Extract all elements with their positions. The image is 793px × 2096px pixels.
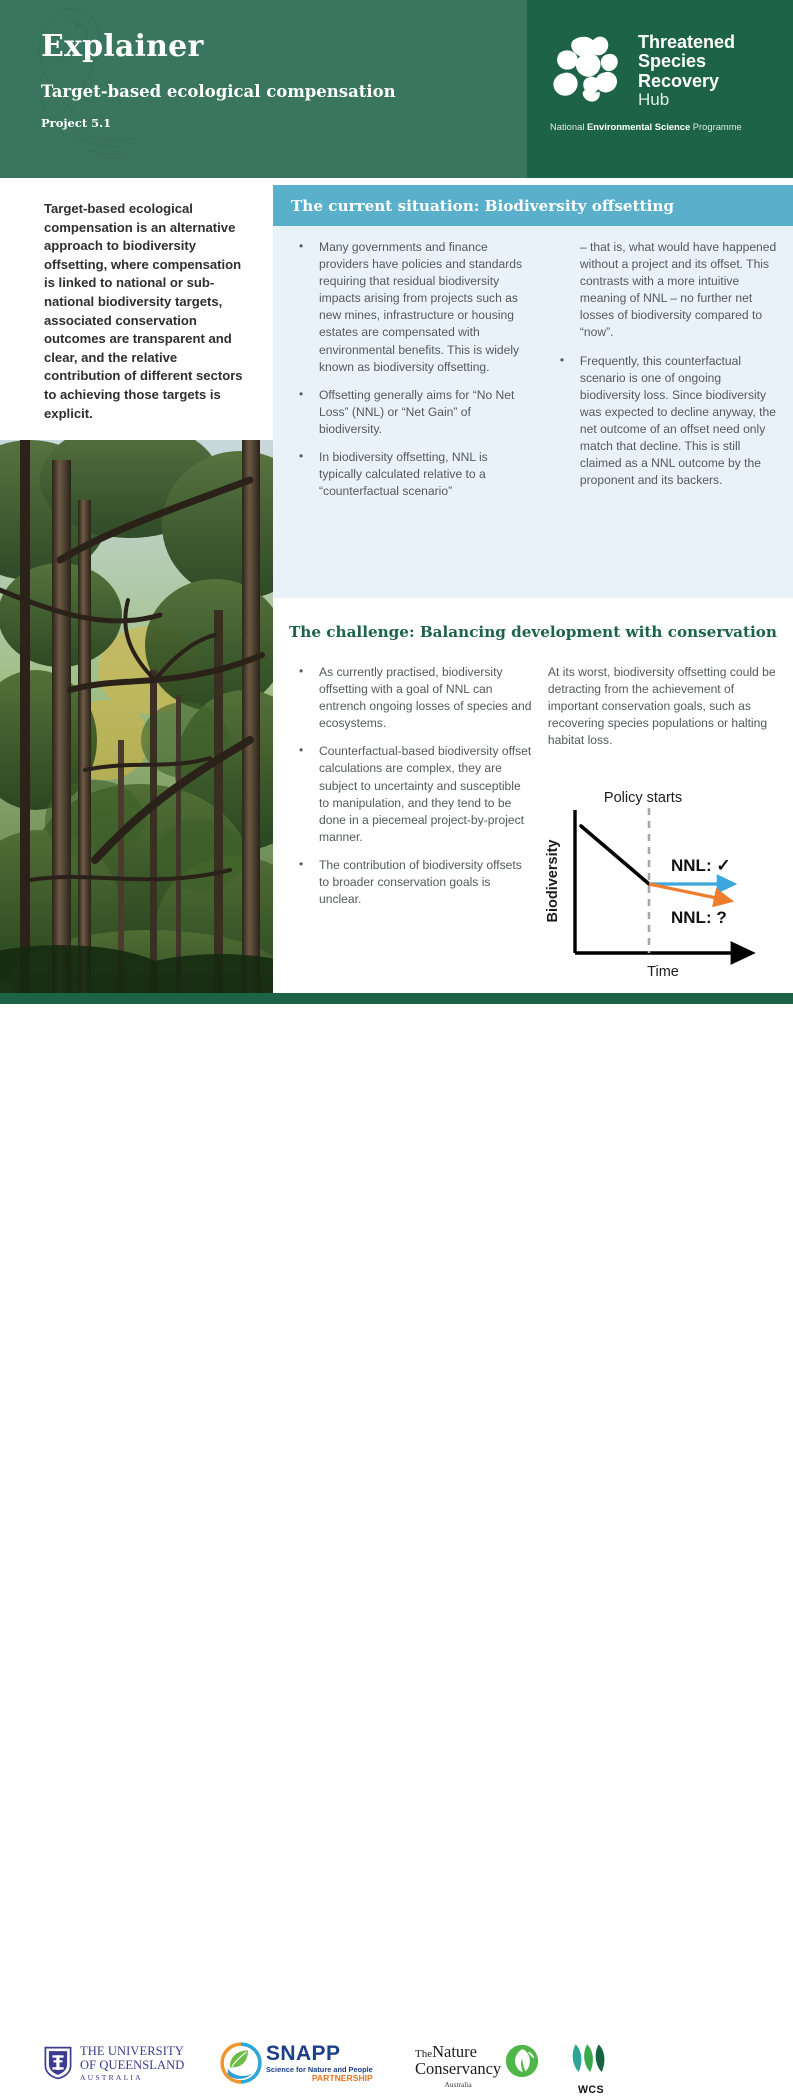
forest-photo [0,440,273,993]
wcs-leaves-icon [568,2042,614,2076]
header-left-panel [0,0,527,178]
chart-series-nnl-question [649,884,731,901]
list-item: • Many governments and finance providers have policies and standards requiring that residual biodiversity impacts arising from projects such as new mines, infrastructure or housing estates are compensated with environmental benefits. This is widely known as biodiversity offsetting. [285,239,532,376]
logo-wcs [562,2042,620,2096]
uq-line-1: THE UNIVERSITY [80,2044,184,2058]
current-situation-right-list [546,239,779,489]
header-right-panel [527,0,793,178]
current-situation-header [273,185,793,226]
uq-shield-icon [44,2046,72,2080]
forest-photo-graphic [0,440,273,993]
footer [0,1004,793,2096]
snapp-wordmark [266,2043,373,2083]
nesp-programme-line [550,121,742,132]
page-header [0,0,793,178]
uq-line-2: OF QUEENSLAND [80,2058,185,2072]
snapp-line-1: SNAPP [266,2042,341,2065]
biodiversity-chart-svg [531,788,776,983]
page-subtitle: Target-based ecological compensation [41,82,396,101]
chart-annotation-nnl-check: NNL: ✓ [671,856,731,875]
snapp-leaf-hand-icon [220,2042,262,2084]
footer-divider-band [0,993,793,1004]
uq-wordmark [80,2044,184,2083]
challenge-right-paragraph: At its worst, biodiversity offsetting could be detracting from the achievement of important conservation goals, such as recovering species populations or halting habitat loss. [547,665,776,748]
tnc-oak-leaf-icon [505,2044,539,2078]
logo-word-species: Species [638,51,707,72]
current-situation-left-list [285,239,532,500]
logo-word-threatened: Threatened [638,32,736,52]
list-item: • As currently practised, biodiversity offsetting with a goal of NNL can entrench ongoing losses of species and ecosystems. [285,664,532,732]
snapp-line-3: PARTNERSHIP [311,2073,373,2084]
biodiversity-chart [531,788,776,983]
tsr-hub-logo [549,33,735,110]
logo-university-of-queensland [44,2044,184,2083]
australia-map-icon [549,33,627,103]
chart-title: Policy starts [603,790,683,806]
snapp-line-2: Science for Nature and People [266,2065,373,2074]
chart-series-historical-decline [581,826,649,884]
current-situation-columns [273,226,793,511]
project-label: Project 5.1 [41,115,112,130]
logo-word-hub: Hub [638,90,670,110]
list-item: • In biodiversity offsetting, NNL is typically calculated relative to a “counterfactual scenario” [285,449,532,500]
current-situation-right-column [532,239,779,511]
challenge-left-list [285,664,532,908]
nesp-prefix: National [550,121,588,132]
nesp-suffix: Programme [690,121,742,132]
tnc-nature: Nature [432,2042,478,2061]
chart-x-axis-label: Time [647,964,679,980]
page-title: Explainer [41,29,204,64]
logo-word-recovery: Recovery [638,70,720,91]
logo-snapp [220,2042,373,2084]
wcs-wordmark: WCS [578,2084,604,2096]
tnc-the: The [415,2048,433,2060]
list-item: • Offsetting generally aims for “No Net Loss” (NNL) or “Net Gain” of biodiversity. [285,387,532,438]
chart-y-axis-label: Biodiversity [545,839,561,923]
tnc-line-2: Conservancy [415,2058,502,2078]
list-item: • The contribution of biodiversity offsets to broader conservation goals is unclear. [285,857,532,908]
header-title-group [41,29,396,130]
current-situation-panel [273,185,793,598]
uq-line-3: AUSTRALIA [80,2073,143,2082]
list-item: • Counterfactual-based biodiversity offset calculations are complex, they are subject to uncertainty and susceptible to manipulation, and they tend to be done in a piecemeal project-by-project manner. [285,743,532,846]
tnc-wordmark [415,2044,501,2088]
intro-block [0,178,273,440]
current-situation-heading: The current situation: Biodiversity offsetting [291,196,674,215]
logo-the-nature-conservancy [415,2044,539,2088]
list-item-continuation: – that is, what would have happened without a project and its offset. This contrasts with a more intuitive meaning of NNL – no further net losses of biodiversity compared to “now”. [579,240,777,340]
chart-annotation-nnl-question: NNL: ? [671,908,727,927]
list-item: • Frequently, this counterfactual scenario is one of ongoing biodiversity loss. Since biodiversity was expected to decline anyway, the net outcome of an offset need only match that decline. This is still claimed as a NNL outcome by the proponent and its backers. [546,353,779,490]
intro-text: Target-based ecological compensation is an alternative approach to biodiversity offsetting, where compensation is linked to national or sub-national biodiversity targets, associated conservation outcomes are transparent and clear, and the relative contribution of different sectors to achieving those targets is explicit. [44,201,243,421]
tnc-line-3: Australia [444,2079,472,2089]
tnc-line-1 [415,2044,501,2061]
tsr-hub-wordmark [638,33,735,110]
challenge-left-column [285,664,532,919]
challenge-heading: The challenge: Balancing development with conservation [289,623,777,641]
nesp-bold: Environmental Science [587,121,691,132]
current-situation-left-column [285,239,532,511]
challenge-header [273,612,793,651]
